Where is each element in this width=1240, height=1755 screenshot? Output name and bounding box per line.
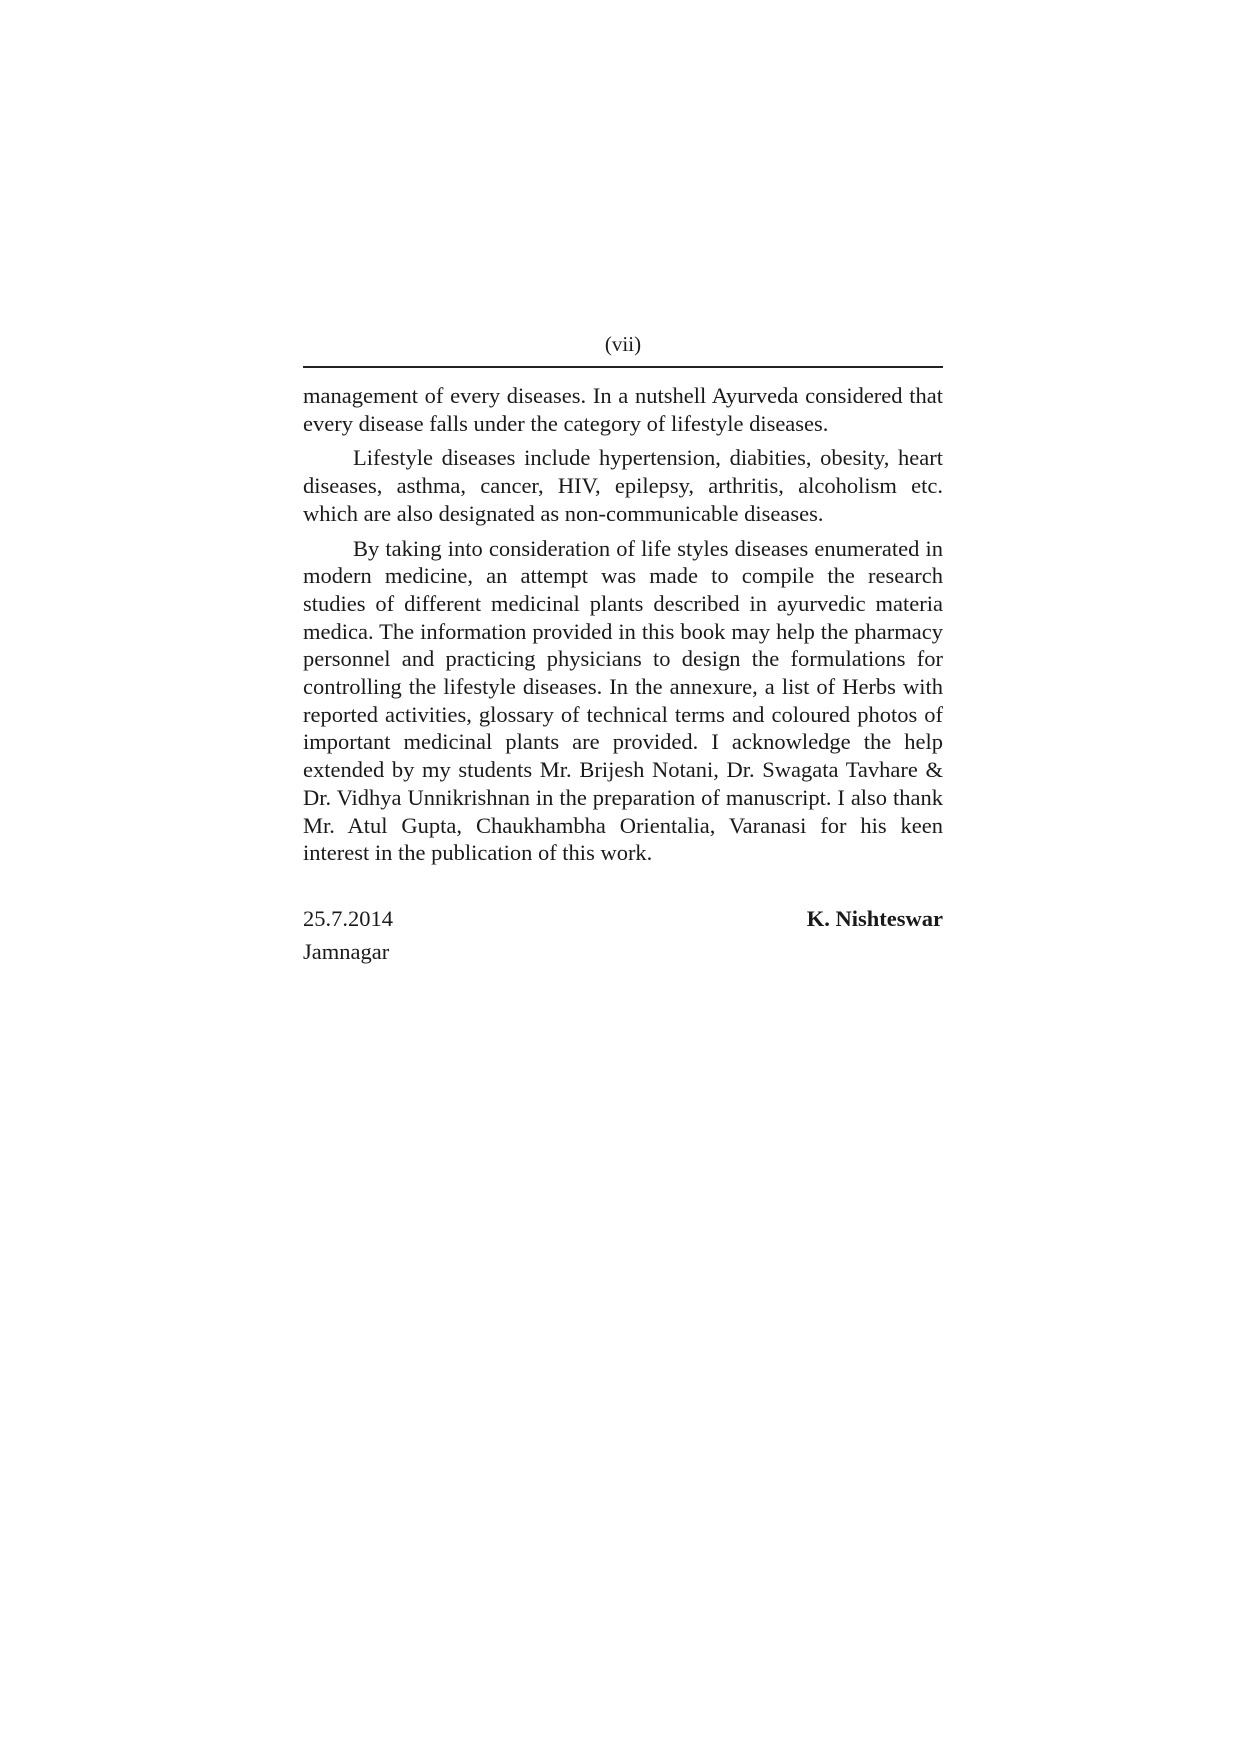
document-page [303,330,943,965]
paragraph-acknowledgement: By taking into consideration of life styles diseases enumerated in modern medicine, an attempt was made to compile the research studies of different medicinal plants described in ayurvedic materia medica. The information provided in this book may help the pharmacy personnel and practicing physicians to design the formulations for controlling the lifestyle diseases. In the annexure, a list of Herbs with reported activities, glossary of technical terms and coloured photos of important medicinal plants are provided. I acknowledge the help extended by my students Mr. Brijesh Notani, Dr. Swagata Tavhare & Dr. Vidhya Unnikrishnan in the preparation of manuscript. I also thank Mr. Atul Gupta, Chaukhambha Orientalia, Varanasi for his keen interest in the publication of this work. [303,535,943,866]
signoff-author: K. Nishteswar [806,905,943,931]
page-number: (vii) [604,332,642,356]
signoff-place: Jamnagar [303,938,390,964]
signoff-block [303,905,943,965]
paragraph-continuation: management of every diseases. In a nutshell Ayurveda considered that every disease falls under the category of lifestyle diseases. [303,383,943,436]
header-rule [303,366,943,368]
paragraph-lifestyle-diseases: Lifestyle diseases include hypertension, diabities, obesity, heart diseases, asthma, cancer, HIV, epilepsy, arthritis, alcoholism etc. which are also designated as non-communicable diseases. [303,445,943,526]
signoff-date: 25.7.2014 [303,905,393,931]
signoff-row [303,905,943,933]
